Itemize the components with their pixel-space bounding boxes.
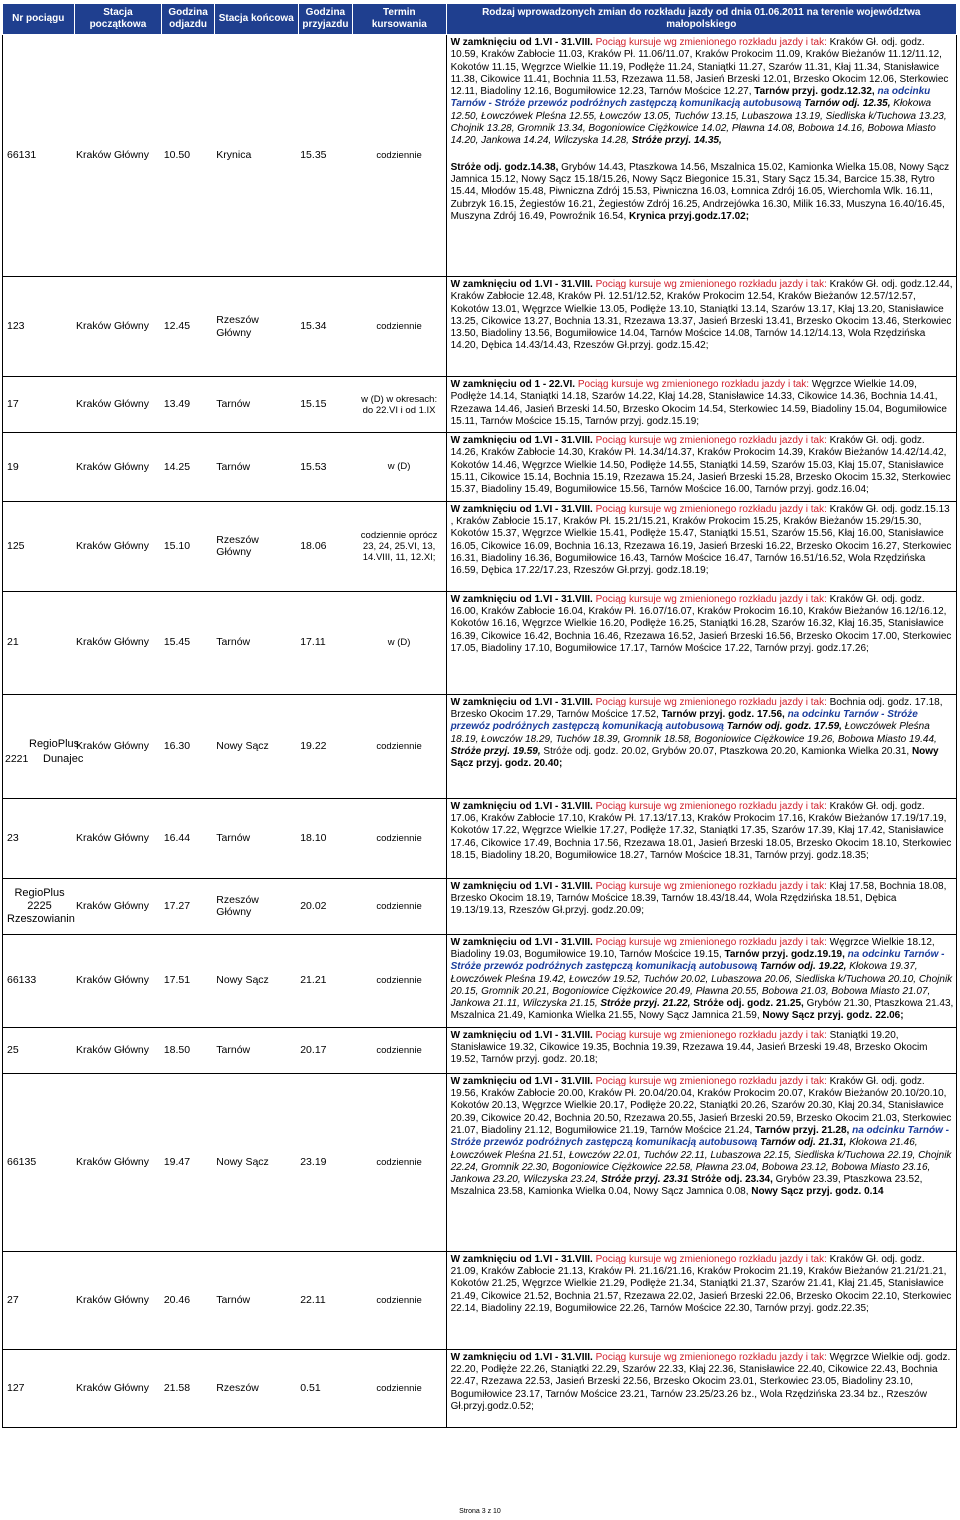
change-text-run: Pociąg kursuje wg zmienionego rozkładu jazdy i tak: <box>577 379 812 390</box>
frequency: codziennie <box>353 878 446 934</box>
end-station: Rzeszów Główny <box>214 277 298 377</box>
frequency: codziennie <box>353 1349 446 1427</box>
timetable-sheet <box>2 3 957 1428</box>
change-text-run: na odcinku Tarnów - Stróże przewóz podróżnych zastępczą komunikacją autobusową <box>450 708 918 733</box>
change-text-run: na odcinku Tarnów - Stróże przewóz podróżnych zastępczą komunikacją autobusową <box>450 1124 949 1149</box>
change-text-run: Nowy Sącz przyj. godz. 0.14 <box>751 1186 884 1198</box>
start-station: Kraków Główny <box>74 35 162 277</box>
train-number: 25 <box>7 1043 19 1056</box>
train-number-cell <box>3 501 75 591</box>
change-text-run: W zamknięciu od 1.VI - 31.VIII. <box>450 435 596 447</box>
departure-time: 16.30 <box>162 694 214 798</box>
change-text-run: Kraków Gł. odj. godz. 17.06, Kraków Zabłocie 17.10, Kraków Pł. 17.13/17.13, Kraków Prokocim 17.16, Kraków Bieżanów 17.19/17.19, Kokotów 17.22, Węgrzce Wielkie 17.27, Podłęże 17.32, Staniątki 17.35, Szarów 17.39, Kłaj 17.42, Stanisławice 17.46, Cikowice 17.49, Bochnia 17.56, Rzezawa 18.01, Jasień Brzeski 18.05, Brzesko Okocim 18.10, Sterkowiec 18.15, Biadoliny 18.20, Bogumiłowice 18.27, Tarnów Mościce 18.31, Tarnów przyj. godz.18.35; <box>450 800 952 861</box>
change-text-run: W zamknięciu od 1.VI - 31.VIII. <box>450 880 596 892</box>
start-station: Kraków Główny <box>74 878 162 934</box>
train-number: 125 <box>7 539 25 552</box>
change-paragraph <box>451 504 954 578</box>
departure-time: 17.51 <box>162 934 214 1027</box>
departure-time: 14.25 <box>162 433 214 501</box>
train-brand <box>7 886 75 926</box>
change-text-run: Kraków Gł. odj. godz. 14.26, Kraków Zabłocie 14.30, Kraków Pł. 14.34/14.37, Kraków Prokocim 14.39, Kraków Bieżanów 14.42/14.42, Kokotów 14.46, Węgrzce Wielkie 14.50, Podłęże 14.55, Staniątki 14.59, Szarów 15.03, Kłaj 15.07, Stanisławice 15.11, Cikowice 15.14, Bochnia 15.19, Rzezawa 15.24, Jasień Brzeski 15.28, Brzesko Okocim 15.32, Sterkowiec 15.37, Biadoliny 15.49, Bogumiłowice 15.56, Tarnów Mościce 16.00, Tarnów przyj. godz.16.04; <box>450 435 951 496</box>
frequency: w (D) <box>353 433 446 501</box>
change-paragraph <box>451 379 954 428</box>
col-header-arrival: Godzina przyjazdu <box>298 4 352 35</box>
change-details <box>446 798 956 878</box>
train-number: 66135 <box>7 1155 37 1168</box>
change-text-run: Węgrzce Wielkie 18.12, Biadoliny 19.03, Bogumiłowice 19.10, Tarnów Mościce 19.15, <box>450 936 935 960</box>
brand-subname-line <box>7 912 75 926</box>
change-text-run: Kłaj 17.58, Bochnia 18.08, Brzesko Okocim 18.19, Tarnów Mościce 18.39, Tarnów 18.43/18.44, Wola Rzędzińska 18.51, Dębica 19.13/19.13, Rzeszów Gł.przyj. godz.20.09; <box>450 880 947 917</box>
change-text-run: Pociąg kursuje wg zmienionego rozkładu jazdy i tak: <box>595 936 830 948</box>
change-text-run: Stróże przyj. 23.31 <box>601 1174 692 1186</box>
change-text-run: W zamknięciu od 1.VI - 31.VIII. <box>450 1351 596 1363</box>
end-station: Tarnów <box>214 1027 298 1073</box>
departure-time: 18.50 <box>162 1027 214 1073</box>
change-text-run: Bochnia odj. godz. 17.18, Brzesko Okocim 17.29, Tarnów Mościce 17.52, <box>450 696 943 720</box>
col-header-changes: Rodzaj wprowadzonych zmian do rozkładu jazdy od dnia 01.06.2011 na terenie województwa małopolskiego <box>446 4 956 35</box>
train-number-cell <box>3 377 75 433</box>
change-paragraph <box>451 1254 954 1315</box>
arrival-time: 18.06 <box>298 501 352 591</box>
change-text-run: Pociąg kursuje wg zmienionego rozkładu jazdy i tak: <box>595 37 830 48</box>
change-text-run: Stróże odj. godz.14.38, <box>450 161 562 173</box>
change-text-run: W zamknięciu od 1.VI - 31.VIII. <box>450 936 596 948</box>
change-text-run: Tarnów przyj. 21.28, <box>755 1124 853 1136</box>
change-paragraph <box>451 1076 954 1199</box>
train-row <box>3 1349 957 1427</box>
train-number-cell <box>3 934 75 1027</box>
arrival-time: 0.51 <box>298 1349 352 1427</box>
change-text-run: Kraków Gł. odj. godz.15.13 , Kraków Zabłocie 15.17, Kraków Pł. 15.21/15.21, Kraków Prokocim 15.25, Kraków Bieżanów 15.29/15.30, Kokotów 15.37, Węgrzce Wielkie 15.41, Podłęże 15.47, Staniątki 15.51, Szarów 15.56, Kłaj 16.00, Stanisławice 16.05, Cikowice 16.09, Bochnia 16.13, Rzezawa 16.19, Jasień Brzeski 16.22, Brzesko Okocim 16.27, Sterkowiec 16.31, Biadoliny 16.36, Bogumiłowice 16.43, Tarnów Mościce 16.47, Tarnów 16.51/16.52, Wola Rzędzińska 16.59, Dębica 17.22/17.23, Rzeszów Gł.przyj. godz.18.19; <box>450 503 952 577</box>
train-number: 23 <box>7 831 19 844</box>
change-paragraph <box>451 1352 954 1413</box>
frequency: codziennie <box>353 1251 446 1349</box>
arrival-time: 21.21 <box>298 934 352 1027</box>
change-text-run: Pociąg kursuje wg zmienionego rozkładu jazdy i tak: <box>595 800 830 812</box>
train-number-cell <box>3 277 75 377</box>
change-text-run: W zamknięciu od 1.VI - 31.VIII. <box>450 279 596 290</box>
end-station: Nowy Sącz <box>214 1073 298 1251</box>
timetable-body <box>3 35 957 1428</box>
train-number: 127 <box>7 1381 25 1394</box>
frequency: codziennie <box>353 1027 446 1073</box>
change-paragraph <box>451 162 954 223</box>
frequency: codziennie <box>353 35 446 277</box>
change-details <box>446 1251 956 1349</box>
change-text-run: Pociąg kursuje wg zmienionego rozkładu jazdy i tak: <box>595 279 830 290</box>
departure-time: 17.27 <box>162 878 214 934</box>
train-number: 2225 <box>27 899 52 912</box>
train-number: 123 <box>7 320 25 333</box>
change-text-run: Tarnów odj. godz. 17.59, <box>726 721 845 733</box>
frequency: codziennie <box>353 1073 446 1251</box>
change-text-run: Pociąg kursuje wg zmienionego rozkładu jazdy i tak: <box>595 1029 830 1041</box>
change-text-run: Łowczówek Pleśna 18.19, Łowczów 18.29, Tuchów 18.39, Gromnik 18.58, Bogoniowice Ciężkowice 19.26, Bobowa Miasto 19.44, <box>450 721 937 745</box>
departure-time: 16.44 <box>162 798 214 878</box>
change-paragraph <box>451 881 954 918</box>
train-number-cell <box>3 694 84 798</box>
train-number-cell <box>3 35 75 277</box>
change-text-run: na odcinku Tarnów - Stróże przewóz podróżnych zastępczą komunikacją autobusową <box>450 948 945 973</box>
change-text-run: Pociąg kursuje wg zmienionego rozkładu jazdy i tak: <box>595 1253 830 1265</box>
change-text-run: W zamknięciu od 1.VI - 31.VIII. <box>450 37 596 48</box>
change-text-run: Węgrzce Wielkie odj. godz. 22.20, Podłęże 22.26, Staniątki 22.29, Szarów 22.33, Kłaj 22.36, Stanisławice 22.40, Cikowice 22.43, Bochnia 22.47, Rzezawa 22.53, Jasień Brzeski 22.56, Brzesko Okocim 23.01, Sterkowiec 23.05, Biadoliny 23.10, Bogumiłowice 23.17, Tarnów Mościce 23.21, Tarnów 23.25/23.26 bz., Wola Rzędzińska 23.34 bz., Rzeszów Gł.przyj.godz.0.52; <box>450 1351 951 1412</box>
change-text-run: Tarnów przyj. godz.19.19, <box>724 948 848 960</box>
change-details <box>446 501 956 591</box>
start-station: Kraków Główny <box>74 501 162 591</box>
change-details <box>446 1073 956 1251</box>
train-number-cell <box>3 1349 75 1427</box>
change-details <box>446 591 956 694</box>
arrival-time: 19.22 <box>298 694 352 798</box>
change-details <box>446 694 956 798</box>
change-text-run: Grybów 21.30, Ptaszkowa 21.43, Mszalnica 21.49, Kamionka Wielka 21.55, Nowy Sącz Jamnica 21.59, <box>450 998 954 1022</box>
end-station: Tarnów <box>214 377 298 433</box>
change-paragraph <box>451 37 954 148</box>
departure-time: 20.46 <box>162 1251 214 1349</box>
change-details <box>446 934 956 1027</box>
change-details <box>446 878 956 934</box>
change-text-run: W zamknięciu od 1.VI - 31.VIII. <box>450 503 596 515</box>
brand-subname: Dunajec <box>43 753 84 766</box>
change-text-run: Pociąg kursuje wg zmienionego rozkładu jazdy i tak: <box>595 503 830 515</box>
change-text-run: Stróże odj. 23.34, <box>691 1174 776 1186</box>
end-station: Nowy Sącz <box>214 694 298 798</box>
departure-time: 15.45 <box>162 591 214 694</box>
frequency: codziennie <box>353 798 446 878</box>
change-text-run: Pociąg kursuje wg zmienionego rozkładu jazdy i tak: <box>595 880 830 892</box>
start-station: Kraków Główny <box>74 1349 162 1427</box>
end-station: Krynica <box>214 35 298 277</box>
start-station: Kraków Główny <box>74 1027 162 1073</box>
departure-time: 19.47 <box>162 1073 214 1251</box>
train-number: 2221 <box>5 753 29 766</box>
change-text-run: W zamknięciu od 1.VI - 31.VIII. <box>450 1075 596 1087</box>
col-header-train-number: Nr pociągu <box>3 4 75 35</box>
train-row <box>3 591 957 694</box>
change-text-run: Pociąg kursuje wg zmienionego rozkładu jazdy i tak: <box>595 593 830 605</box>
arrival-time: 17.11 <box>298 591 352 694</box>
train-row <box>3 277 957 377</box>
train-row <box>3 35 957 277</box>
change-text-run: Kraków Gł. odj. godz. 19.56, Kraków Zabłocie 20.00, Kraków Pł. 20.04/20.04, Kraków Prokocim 20.07, Kraków Bieżanów 20.10/20.10, Kokotów 20.13, Węgrzce Wielkie 20.17, Podłęże 20.22, Staniątki 20.26, Szarów 20.30, Kłaj 20.34, Stanisławice 20.39, Cikowice 20.42, Bochnia 20.50, Rzezawa 20.55, Jasień Brzeski 20.59, Brzesko Okocim 21.03, Sterkowiec 21.07, Biadoliny 21.12, Bogumiłowice 21.19, Tarnów Mościce 21.24, <box>450 1075 952 1136</box>
change-details <box>446 433 956 501</box>
train-row <box>3 501 957 591</box>
change-text-run: Tarnów przyj. godz. 17.56, <box>661 708 788 720</box>
end-station: Tarnów <box>214 591 298 694</box>
brand-subname: Rzeszowianin <box>7 912 75 925</box>
change-text-run: Pociąg kursuje wg zmienionego rozkładu jazdy i tak: <box>595 1351 830 1363</box>
arrival-time: 15.53 <box>298 433 352 501</box>
start-station: Kraków Główny <box>74 591 162 694</box>
change-text-run: Kraków Gł. odj. godz.12.44, Kraków Zabłocie 12.48, Kraków Pł. 12.51/12.52, Kraków Prokocim 12.54, Kraków Bieżanów 12.57/12.57, Kokotów 13.01, Węgrzce Wielkie 13.05, Podłęże 13.10, Staniątki 13.14, Szarów 13.17, Kłaj 13.20, Stanisławice 13.25, Cikowice 13.27, Bochnia 13.31, Rzezawa 13.37, Jasień Brzeski 13.41, Brzesko Okocim 13.46, Sterkowiec 13.50, Biadoliny 13.56, Bogumiłowice 14.04, Tarnów Mościce 14.08, Tarnów 14.12/14.13, Wola Rzędzińska 14.20, Dębica 14.43/14.43, Rzeszów Gł.przyj. godz.15.42; <box>450 279 953 352</box>
start-station: Kraków Główny <box>74 934 162 1027</box>
start-station: Kraków Główny <box>74 798 162 878</box>
change-text-run: Stróże odj. godz. 21.25, <box>693 998 807 1010</box>
change-text-run: W zamknięciu od 1.VI - 31.VIII. <box>450 593 596 605</box>
change-paragraph <box>451 937 954 1023</box>
end-station: Tarnów <box>214 798 298 878</box>
departure-time: 15.10 <box>162 501 214 591</box>
train-row <box>3 1027 957 1073</box>
end-station: Rzeszów <box>214 1349 298 1427</box>
train-number: 66131 <box>7 149 37 162</box>
frequency: codziennie <box>353 694 446 798</box>
change-text-run: W zamknięciu od 1.VI - 31.VIII. <box>450 696 596 708</box>
change-text-run: Węgrzce Wielkie 14.09, Podłęże 14.14, Staniątki 14.18, Szarów 14.22, Kłaj 14.28, Stanisławice 14.33, Cikowice 14.36, Bochnia 14.41, Rzezawa 14.46, Jasień Brzeski 14.50, Brzesko Okocim 14.54, Sterkowiec 14.59, Biadoliny 15.04, Bogumiłowice 15.11, Tarnów Mościce 15.15, Tarnów przyj. godz.15.19; <box>450 379 947 427</box>
start-station: Kraków Główny <box>74 1251 162 1349</box>
train-number-line <box>7 900 72 913</box>
train-brand <box>5 726 84 766</box>
frequency: codziennie <box>353 277 446 377</box>
col-header-start-station: Stacja początkowa <box>74 4 162 35</box>
train-row <box>3 878 957 934</box>
change-text-run: Pociąg kursuje wg zmienionego rozkładu jazdy i tak: <box>595 1075 830 1087</box>
change-text-run: Kłokowa 19.37, Łowczówek Pleśna 19.42, Łowczów 19.52, Tuchów 20.02, Lubaszowa 20.06, Siedliska k/Tuchowa 20.10, Chojnik 20.15, Gromnik 20.21, Bogoniowice Ciężkowice 20.49, Pławna 20.55, Bobowa 21.03, Bobowa Miasto 21.07, Jankowa 21.11, Wilczyska 21.15, <box>450 961 953 1010</box>
end-station: Tarnów <box>214 1251 298 1349</box>
change-text-run: Staniątki 19.20, Stanisławice 19.32, Cikowice 19.35, Bochnia 19.39, Rzezawa 19.44, Jasień Brzeski 19.48, Brzesko Okocim 19.52, Tarnów przyj. godz. 20.18; <box>450 1029 928 1066</box>
change-text-run: Grybów 23.39, Ptaszkowa 23.52, Mszalnica 23.58, Kamionka Wielka 0.04, Nowy Sącz Jamnica 0.08, <box>450 1174 923 1198</box>
change-text-run: Tarnów odj. 19.22, <box>760 961 850 973</box>
change-text-run: Kraków Gł. odj. godz. 21.09, Kraków Zabłocie 21.13, Kraków Pł. 21.16/21.16, Kraków Prokocim 21.19, Kraków Bieżanów 21.21/21.21, Kokotów 21.25, Węgrzce Wielkie 21.29, Podłęże 21.34, Staniątki 21.37, Szarów 21.41, Kłaj 21.45, Stanisławice 21.49, Cikowice 21.52, Bochnia 21.57, Rzezawa 22.02, Jasień Brzeski 22.06, Brzesko Okocim 22.10, Sterkowiec 22.14, Biadoliny 22.19, Bogumiłowice 22.26, Tarnów Mościce 22.30, Tarnów przyj. godz.22.35; <box>450 1253 952 1314</box>
end-station: Rzeszów Główny <box>214 501 298 591</box>
change-text-run: Stróże odj. godz. 20.02, Grybów 20.07, Ptaszkowa 20.20, Kamionka Wielka 20.31, <box>543 745 912 757</box>
frequency: codziennie oprócz 23, 24, 25.VI, 13, 14.VIII, 11, 12.XI; <box>353 501 446 591</box>
change-text-run: Stróże przyj. 19.59, <box>450 745 544 757</box>
change-text-run: na odcinku Tarnów - Stróże przewóz podróżnych zastępczą komunikacją autobusową <box>450 86 931 110</box>
change-text-run: W zamknięciu od 1.VI - 31.VIII. <box>450 1253 596 1265</box>
change-details <box>446 377 956 433</box>
train-row <box>3 377 957 433</box>
change-text-run: Krynica przyj.godz.17.02; <box>629 210 750 222</box>
change-text-run: W zamknięciu od 1 - 22.VI. <box>450 379 578 390</box>
train-number: 66133 <box>7 974 37 987</box>
end-station: Rzeszów Główny <box>214 878 298 934</box>
train-number: 21 <box>7 636 19 649</box>
train-number-cell <box>3 1073 75 1251</box>
change-text-run: Stróże przyj. 14.35, <box>631 135 722 147</box>
train-number-cell <box>3 591 75 694</box>
end-station: Tarnów <box>214 433 298 501</box>
end-station: Nowy Sącz <box>214 934 298 1027</box>
frequency: w (D) <box>353 591 446 694</box>
train-number-cell <box>3 1251 75 1349</box>
col-header-departure: Godzina odjazdu <box>162 4 214 35</box>
change-details <box>446 1349 956 1427</box>
change-text-run: Tarnów odj. 12.35, <box>804 98 894 110</box>
header-row <box>3 4 957 35</box>
train-row <box>3 798 957 878</box>
arrival-time: 15.35 <box>298 35 352 277</box>
arrival-time: 22.11 <box>298 1251 352 1349</box>
change-text-run: Kłokowa 21.46, Łowczówek Pleśna 21.51, Łowczów 22.01, Tuchów 22.11, Lubaszowa 22.15, Siedliska k/Tuchowa 22.19, Chojnik 22.24, Gromnik 22.30, Bogoniowice Ciężkowice 22.58, Pławna 23.04, Bobowa 23.12, Bobowa Miasto 23.16, Jankowa 23.20, Wilczyska 23.24, <box>450 1137 952 1186</box>
arrival-time: 15.15 <box>298 377 352 433</box>
change-paragraph <box>451 594 954 655</box>
arrival-time: 23.19 <box>298 1073 352 1251</box>
change-details <box>446 35 956 277</box>
change-text-run: W zamknięciu od 1.VI - 31.VIII. <box>450 1029 596 1041</box>
frequency: w (D) w okresach: do 22.VI i od 1.IX <box>353 377 446 433</box>
train-number-cell <box>3 878 75 934</box>
start-station: Kraków Główny <box>74 377 162 433</box>
train-row <box>3 934 957 1027</box>
change-details <box>446 1027 956 1073</box>
frequency: codziennie <box>353 934 446 1027</box>
timetable <box>2 3 957 1428</box>
train-number-cell <box>3 798 75 878</box>
change-paragraph <box>451 801 954 862</box>
train-number-cell <box>3 1027 75 1073</box>
train-row <box>3 433 957 501</box>
start-station: Kraków Główny <box>74 277 162 377</box>
arrival-time: 20.17 <box>298 1027 352 1073</box>
change-paragraph <box>451 435 954 496</box>
departure-time: 10.50 <box>162 35 214 277</box>
start-station: Kraków Główny <box>74 694 162 798</box>
change-text-run: Kłokowa 12.50, Łowczówek Pleśna 12.55, Łowczów 13.05, Tuchów 13.15, Lubaszowa 13.19, Siedliska k/Tuchowa 13.23, Chojnik 13.28, Gromnik 13.34, Bogoniowice Ciężkowice 14.02, Pławna 14.08, Bobowa 14.16, Bobowa Miasto 14.20, Jankowa 14.24, Wilczyska 14.28, <box>450 98 947 147</box>
change-text-run: Nowy Sącz przyj. godz. 20.40; <box>450 745 939 770</box>
change-paragraph <box>451 1030 954 1067</box>
change-text-run: Kraków Gł. odj. godz. 10.59, Kraków Zabłocie 11.03, Kraków Pł. 11.06/11.07, Kraków Prokocim 11.09, Kraków Bieżanów 11.12/11.12, Kokotów 11.15, Węgrzce Wielkie 11.19, Podłęże 11.24, Staniątki 11.27, Szarów 11.31, Kłaj 11.34, Stanisławice 11.38, Cikowice 11.41, Bochnia 11.53, Rzezawa 11.58, Jasień Brzeski 12.01, Brzesko Okocim 12.06, Sterkowiec 12.11, Biadoliny 12.16, Bogumiłowice 12.23, Tarnów Mościce 12.27, <box>450 37 949 98</box>
col-header-end-station: Stacja końcowa <box>214 4 298 35</box>
departure-time: 21.58 <box>162 1349 214 1427</box>
brand-name: RegioPlus <box>14 886 65 899</box>
arrival-time: 15.34 <box>298 277 352 377</box>
change-text-run: Tarnów przyj. godz.12.32, <box>754 86 878 98</box>
train-number-cell <box>3 433 75 501</box>
change-paragraph <box>451 697 954 771</box>
col-header-frequency: Termin kursowania <box>353 4 446 35</box>
brand-name: RegioPlus <box>29 738 80 751</box>
start-station: Kraków Główny <box>74 1073 162 1251</box>
change-text-run: W zamknięciu od 1.VI - 31.VIII. <box>450 800 596 812</box>
train-number: 27 <box>7 1293 19 1306</box>
change-text-run: Kraków Gł. odj. godz. 16.00, Kraków Zabłocie 16.04, Kraków Pł. 16.07/16.07, Kraków Prokocim 16.10, Kraków Bieżanów 16.12/16.12, Kokotów 16.16, Węgrzce Wielkie 16.20, Podłęże 16.25, Staniątki 16.28, Szarów 16.32, Kłaj 16.35, Stanisławice 16.39, Cikowice 16.42, Bochnia 16.46, Rzezawa 16.52, Jasień Brzeski 16.56, Brzesko Okocim 17.00, Sterkowiec 17.05, Biadoliny 17.10, Bogumiłowice 17.17, Tarnów Mościce 17.22, Tarnów przyj. godz.17.26; <box>450 593 952 654</box>
train-row <box>3 1251 957 1349</box>
arrival-time: 18.10 <box>298 798 352 878</box>
train-row <box>3 1073 957 1251</box>
arrival-time: 20.02 <box>298 878 352 934</box>
change-text-run: Pociąg kursuje wg zmienionego rozkładu jazdy i tak: <box>595 435 830 447</box>
start-station: Kraków Główny <box>74 433 162 501</box>
change-text-run: Tarnów odj. 21.31, <box>760 1137 850 1149</box>
change-details <box>446 277 956 377</box>
departure-time: 12.45 <box>162 277 214 377</box>
change-text-run: Pociąg kursuje wg zmienionego rozkładu jazdy i tak: <box>595 696 830 708</box>
page-footer: Strona 3 z 10 <box>459 1508 501 1515</box>
train-row <box>3 694 957 798</box>
train-number: 19 <box>7 460 19 473</box>
change-text-run: Nowy Sącz przyj. godz. 22.06; <box>762 1010 904 1022</box>
change-paragraph <box>451 279 954 353</box>
change-text-run: Grybów 14.43, Ptaszkowa 14.56, Mszalnica 15.02, Kamionka Wielka 15.08, Nowy Sącz Jamnica 15.12, Nowy Sącz 15.18/15.26, Nowy Sącz Biegonice 15.31, Stary Sącz 15.34, Barcice 15.38, Rytro 15.44, Młodów 15.48, Piwniczna Zdrój 15.53, Piwniczna 16.03, Łomnica Zdrój 16.05, Wierchomla Wlk. 16.11, Zubrzyk 16.15, Żegiestów 16.21, Żegiestów Zdrój 16.25, Andrzejówka 16.30, Milik 16.33, Muszyna 16.40/16.45, Muszyna Zdrój 16.49, Powroźnik 16.54, <box>450 161 950 222</box>
change-text-run: Stróże przyj. 21.22, <box>600 998 694 1010</box>
departure-time: 13.49 <box>162 377 214 433</box>
train-number: 17 <box>7 398 19 411</box>
